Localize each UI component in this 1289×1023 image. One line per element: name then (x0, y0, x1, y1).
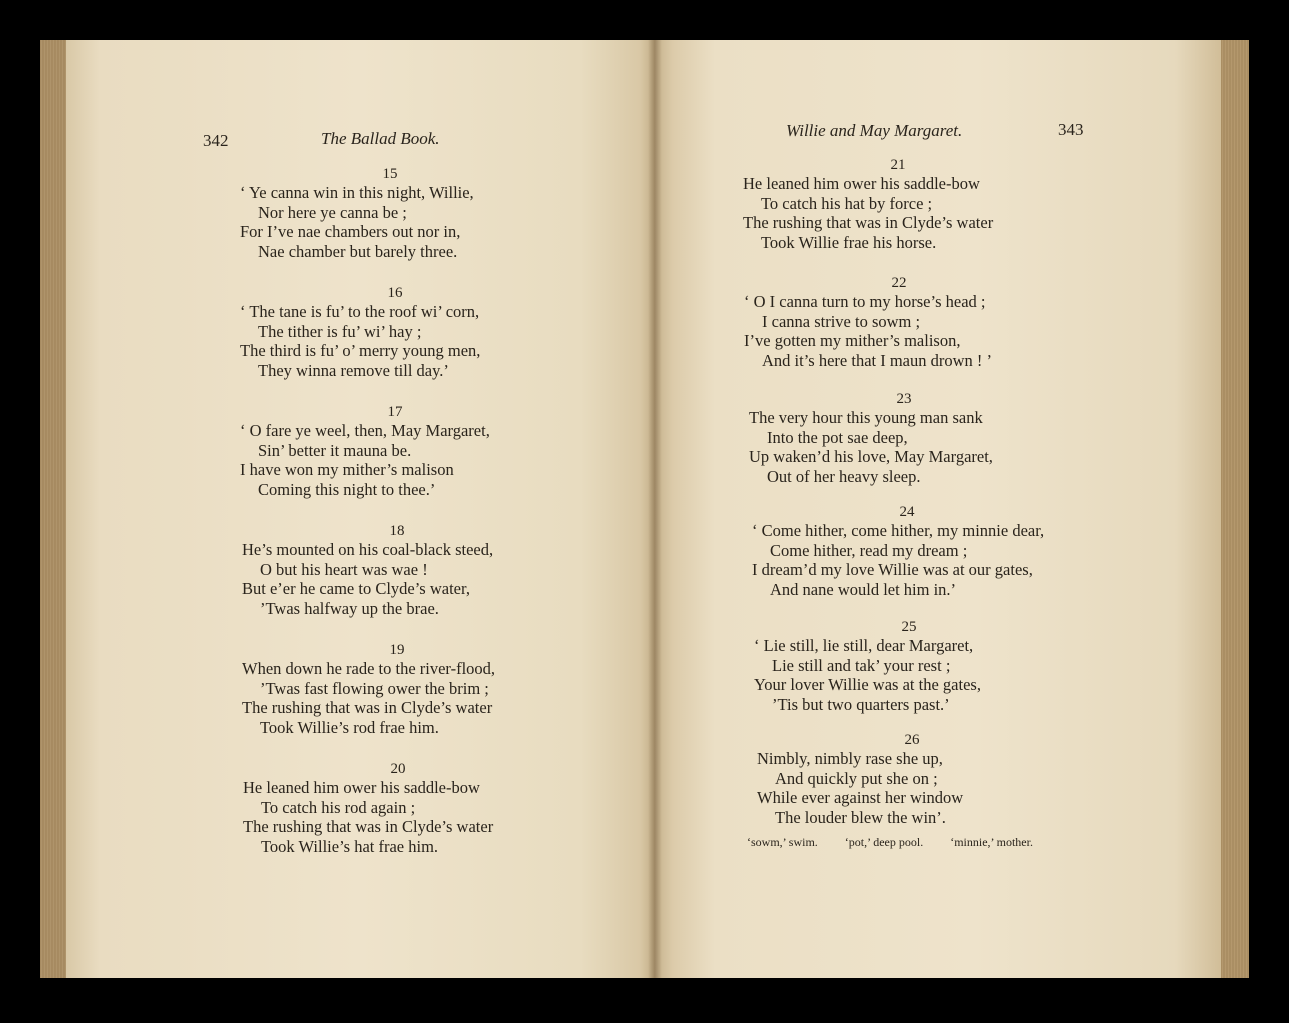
verse-line: To catch his hat by force ; (761, 193, 933, 213)
stanza-number: 16 (387, 285, 403, 301)
verse-line: The very hour this young man sank (749, 408, 983, 427)
verse-line: And it’s here that I maun drown ! ’ (762, 350, 993, 370)
stanza-number: 20 (390, 761, 406, 777)
verse-line: ‘ Ye canna win in this night, Willie, (240, 183, 474, 202)
left-page (40, 40, 655, 978)
stanza-number: 22 (891, 275, 907, 291)
verse-line: Took Willie’s hat frae him. (261, 836, 439, 856)
verse-line: He leaned him ower his saddle-bow (743, 174, 980, 193)
verse-line: I’ve gotten my mither’s malison, (744, 331, 961, 350)
stanza-number: 24 (899, 504, 915, 520)
verse-line: The rushing that was in Clyde’s water (242, 698, 493, 717)
verse-line: To catch his rod again ; (261, 797, 416, 817)
verse-line: But e’er he came to Clyde’s water, (242, 579, 470, 598)
stanza-number: 21 (890, 157, 906, 173)
stanza-number: 23 (896, 391, 912, 407)
verse-line: Took Willie’s rod frae him. (260, 717, 439, 737)
verse-line: ‘ O fare ye weel, then, May Margaret, (240, 421, 490, 440)
verse-line: ‘ The tane is fu’ to the roof wi’ corn, (240, 302, 480, 321)
verse-line: He’s mounted on his coal-black steed, (242, 540, 494, 559)
footnotes (747, 835, 1057, 850)
verse-line: ‘ Lie still, lie still, dear Margaret, (754, 636, 974, 655)
verse-line: Up waken’d his love, May Margaret, (749, 447, 993, 466)
stanza (240, 165, 540, 261)
page-edge-left (40, 40, 66, 978)
verse-line: Coming this night to thee.’ (258, 479, 436, 499)
stanza-number: 18 (389, 523, 405, 539)
footnote: ‘pot,’ deep pool. (844, 835, 924, 849)
page-number-left: 342 (203, 131, 229, 150)
verse-line: And nane would let him in.’ (770, 579, 957, 599)
verse-line: I have won my mither’s malison (240, 460, 454, 479)
stanza-number: 17 (387, 404, 403, 420)
verse-line: Into the pot sae deep, (767, 427, 908, 447)
stanza (242, 522, 552, 618)
page-edge-right (1221, 40, 1249, 978)
right-page (655, 40, 1249, 978)
stanza (242, 641, 552, 737)
stanza (744, 274, 1054, 370)
running-title-right: Willie and May Margaret. (786, 121, 963, 140)
verse-line: And quickly put she on ; (775, 768, 938, 788)
stanza (757, 731, 1067, 827)
verse-line: Your lover Willie was at the gates, (754, 675, 981, 694)
verse-line: ’Twas halfway up the brae. (260, 598, 439, 618)
stanza (240, 284, 550, 380)
verse-line: Took Willie frae his horse. (761, 232, 937, 252)
footnote: ‘minnie,’ mother. (950, 835, 1033, 849)
verse-line: He leaned him ower his saddle-bow (243, 778, 480, 797)
stanza (743, 156, 1053, 252)
verse-line: While ever against her window (757, 788, 964, 807)
verse-line: Out of her heavy sleep. (767, 466, 921, 486)
verse-line: Nae chamber but barely three. (258, 241, 458, 261)
stanza-number: 19 (389, 642, 405, 658)
verse-line: Nor here ye canna be ; (258, 202, 407, 222)
open-book (40, 40, 1249, 978)
verse-line: I canna strive to sowm ; (762, 311, 921, 331)
verse-line: When down he rade to the river-flood, (242, 659, 496, 678)
verse-line: Lie still and tak’ your rest ; (772, 655, 951, 675)
verse-line: ’Twas fast flowing ower the brim ; (260, 678, 489, 698)
stanza (752, 503, 1062, 599)
verse-line: The louder blew the win’. (775, 807, 946, 827)
verse-line: The rushing that was in Clyde’s water (743, 213, 994, 232)
book-gutter (648, 40, 662, 978)
footnote: ‘sowm,’ swim. (747, 835, 818, 849)
verse-line: ‘ O I canna turn to my horse’s head ; (744, 292, 986, 311)
stanza (243, 760, 553, 856)
verse-line: Come hither, read my dream ; (770, 540, 968, 560)
running-title-left: The Ballad Book. (321, 129, 440, 148)
verse-line: The third is fu’ o’ merry young men, (240, 341, 481, 360)
stanza-number: 15 (382, 166, 398, 182)
verse-line: For I’ve nae chambers out nor in, (240, 222, 461, 241)
verse-line: O but his heart was wae ! (260, 559, 428, 579)
verse-line: Sin’ better it mauna be. (258, 440, 412, 460)
stanza-number: 26 (904, 732, 920, 748)
verse-line: The rushing that was in Clyde’s water (243, 817, 494, 836)
page-number-right: 343 (1058, 120, 1084, 139)
stanza (754, 618, 1064, 714)
stanza (749, 390, 1059, 486)
verse-line: I dream’d my love Willie was at our gates, (752, 560, 1033, 579)
stanza (240, 403, 550, 499)
stanza-number: 25 (901, 619, 917, 635)
verse-line: The tither is fu’ wi’ hay ; (258, 321, 422, 341)
verse-line: ’Tis but two quarters past.’ (772, 694, 950, 714)
verse-line: ‘ Come hither, come hither, my minnie dear, (752, 521, 1045, 540)
verse-line: They winna remove till day.’ (258, 360, 449, 380)
verse-line: Nimbly, nimbly rase she up, (757, 749, 943, 768)
